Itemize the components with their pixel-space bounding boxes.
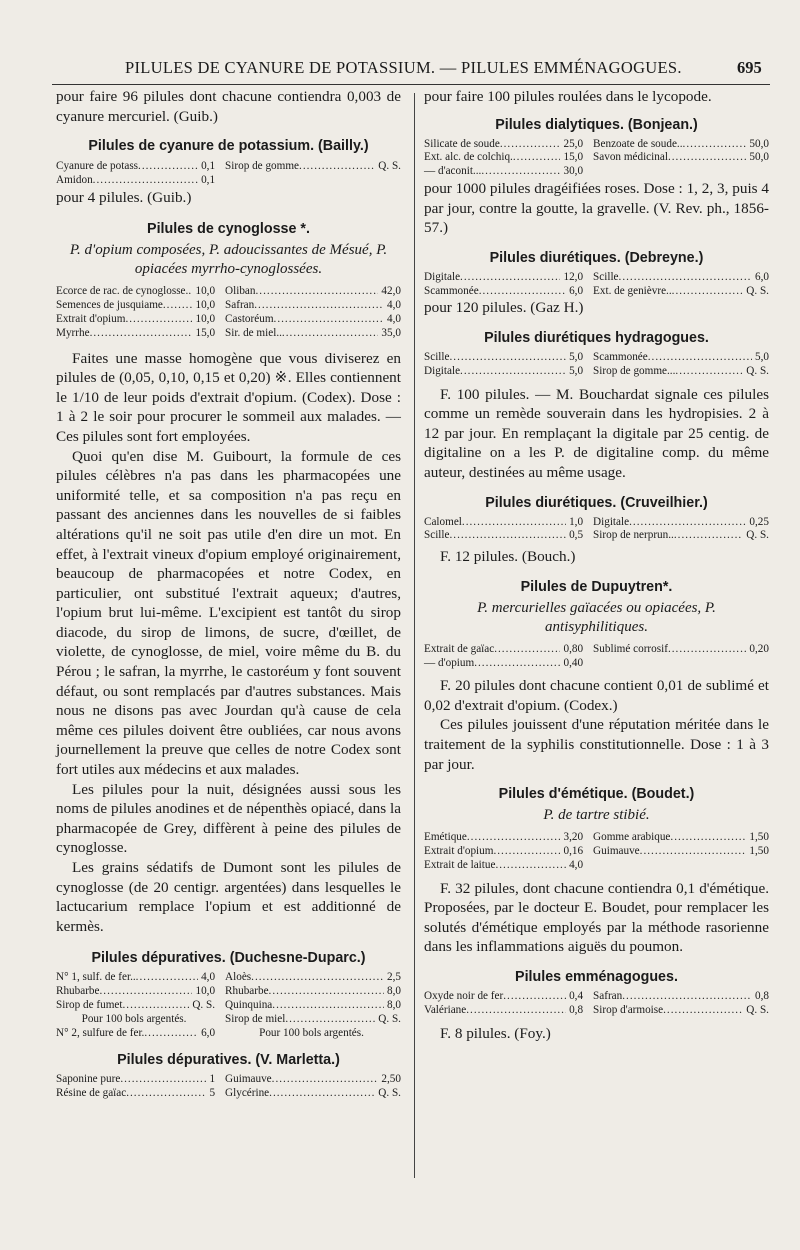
ingredient-cell (424, 138, 593, 152)
dot-leader (467, 831, 561, 845)
ingredient-quantity: 12,0 (563, 270, 584, 283)
ingredient-name: Calomel (424, 515, 462, 528)
ingredient-cell (424, 643, 593, 657)
paragraph-cynoglosse-3: Les pilules pour la nuit, désignées aussi sous les noms de pilules anodines et de népenthès opiacé, dans la pharmacopée de Grey, diffèrent à peine des pilules de cynoglosse. (56, 780, 401, 857)
ingredient-quantity: 0,1 (201, 173, 216, 186)
ingredient-cell (424, 271, 593, 285)
ingredient-name: Myrrhe (56, 326, 90, 339)
ingredient-cell (424, 165, 593, 179)
dot-leader (503, 990, 566, 1004)
ingredient-name: Valériane (424, 1003, 467, 1016)
ingredient-name: Sir. de miel.. (225, 326, 282, 339)
ingredient-quantity (364, 1027, 367, 1041)
ingredient-name: Résine de gaïac (56, 1087, 127, 1100)
ingredient-quantity: Q. S. (378, 160, 401, 173)
ingredient-cell (56, 1013, 225, 1027)
ingredient-quantity: 6,0 (755, 270, 769, 283)
dot-leader (494, 643, 560, 657)
ingredient-quantity: 10,0 (195, 285, 216, 298)
formula-row (424, 529, 769, 543)
dot-leader (138, 160, 198, 174)
heading-diuretiques-hydragogues: Pilules diurétiques hydragogues. (484, 329, 709, 346)
ingredient-name: Rhubarbe (56, 985, 100, 998)
dot-leader (648, 351, 752, 365)
formula-row (424, 351, 769, 365)
ingredient-quantity (593, 859, 596, 873)
dot-leader (466, 1004, 566, 1018)
ingredient-quantity: Q. S. (746, 1003, 769, 1016)
dot-leader (285, 1013, 375, 1027)
ingredient-cell (424, 657, 593, 671)
dot-leader (282, 327, 378, 341)
ingredient-name: Pour 100 bols argentés. (81, 1012, 187, 1025)
dot-leader (474, 657, 560, 671)
note-cruveilhier: F. 12 pilules. (Bouch.) (440, 548, 576, 566)
ingredient-name: Ext. de genièvre.. (593, 284, 672, 297)
formula-row (56, 299, 401, 313)
formula-dupuytren (424, 643, 769, 671)
ingredient-quantity: 2,50 (381, 1073, 401, 1086)
dot-leader (619, 271, 752, 285)
ingredient-quantity: 4,0 (201, 971, 216, 984)
ingredient-cell (225, 313, 401, 327)
ingredient-cell (225, 999, 401, 1013)
ingredient-quantity: Q. S. (746, 364, 769, 377)
formula-row (56, 160, 401, 174)
ingredient-name: Savon médicinal (593, 151, 668, 164)
heading-depuratives-duchesne: Pilules dépuratives. (Duchesne-Duparc.) (91, 950, 366, 967)
column-divider (414, 93, 415, 1178)
ingredient-quantity: Q. S. (746, 529, 769, 542)
ingredient-cell (593, 365, 769, 379)
ingredient-quantity: 4,0 (387, 299, 401, 312)
ingredient-name: — d'opium (424, 656, 475, 669)
ingredient-cell (424, 859, 593, 873)
ingredient-name: Silicate de soude (424, 137, 500, 150)
ingredient-cell (56, 971, 225, 985)
ingredient-name: Sirop de gomme... (593, 364, 676, 377)
ingredient-quantity: 6,0 (569, 284, 584, 297)
heading-diuretiques-cruveilhier: Pilules diurétiques. (Cruveilhier.) (485, 494, 708, 511)
dot-leader (120, 1073, 206, 1087)
formula-diuretiques-cruveilhier (424, 516, 769, 544)
formula-row (56, 971, 401, 985)
formula-row (424, 271, 769, 285)
formula-row (56, 1013, 401, 1027)
left-column (56, 87, 401, 1101)
ingredient-name: Gomme arabique (593, 831, 671, 844)
subtitle-emetique: P. de tartre stibié. (543, 807, 650, 824)
subtitle-cynoglosse: P. d'opium composées, P. adoucissantes de Mésué, P. opiacées myrrho-cynoglossées. (69, 242, 388, 278)
note-diuretiques-debreyne: pour 120 pilules. (Gaz H.) (424, 299, 584, 317)
ingredient-cell (593, 516, 769, 530)
ingredient-quantity: 0,8 (755, 990, 769, 1003)
dot-leader (668, 151, 746, 165)
dot-leader (93, 174, 198, 188)
ingredient-cell (593, 643, 769, 657)
dot-leader (274, 313, 384, 327)
dot-leader (100, 985, 193, 999)
ingredient-quantity: 30,0 (563, 165, 584, 178)
paragraph-dupuytren-2: Ces pilules jouissent d'une réputation méritée dans le traitement de la syphilis constitutionnelle. Dose : 1 à 3 par jour. (424, 716, 769, 773)
formula-row (424, 165, 769, 179)
ingredient-quantity: 5,0 (569, 350, 584, 363)
dot-leader (672, 285, 744, 299)
dot-leader (90, 327, 193, 341)
formula-emmenagogues (424, 990, 769, 1018)
dot-leader (493, 845, 560, 859)
ingredient-name: Semences de jusquiame (56, 299, 163, 312)
ingredient-quantity: 4,0 (569, 858, 584, 871)
ingredient-quantity: 50,0 (749, 151, 769, 164)
ingredient-name: Extrait d'opium (56, 312, 126, 325)
note-cyanure: pour 4 pilules. (Guib.) (56, 188, 192, 206)
ingredient-name: Digitale (593, 515, 630, 528)
ingredient-cell (424, 151, 593, 165)
ingredient-quantity: 0,80 (563, 642, 584, 655)
formula-emetique (424, 831, 769, 872)
formula-row (56, 1073, 401, 1087)
formula-cyanure (56, 160, 401, 188)
ingredient-cell (56, 999, 225, 1013)
formula-row (56, 1087, 401, 1101)
ingredient-quantity: 0,40 (563, 656, 584, 669)
dot-leader (462, 516, 566, 530)
ingredient-name: Quinquina (225, 998, 273, 1011)
ingredient-name: Benzoate de soude.. (593, 137, 683, 150)
ingredient-quantity: Q. S. (746, 284, 769, 297)
ingredient-cell (56, 985, 225, 999)
ingredient-cell (225, 174, 401, 188)
ingredient-quantity: Q. S. (192, 998, 216, 1011)
ingredient-name: Cyanure de potass (56, 160, 139, 173)
formula-row (424, 643, 769, 657)
ingredient-cell (424, 1004, 593, 1018)
dot-leader (144, 1027, 198, 1041)
paragraph-dupuytren-1: F. 20 pilules dont chacune contient 0,01 de sublimé et 0,02 d'extrait d'opium. (Codex.) (424, 677, 769, 714)
formula-row (56, 313, 401, 327)
paragraph-cynoglosse-4: Les grains sédatifs de Dumont sont les pilules de cynoglosse (de 20 centigr. argentées) dans lesquelles le lactucarium remplace l'opium et est additionné de kermès. (56, 859, 401, 935)
ingredient-quantity (186, 1013, 189, 1027)
ingredient-cell (225, 299, 401, 313)
ingredient-name: Saponine pure (56, 1073, 121, 1086)
ingredient-cell (56, 1087, 225, 1101)
ingredient-quantity: 0,1 (201, 160, 216, 173)
ingredient-name: Sirop de miel (225, 1012, 286, 1025)
subtitle-dupuytren: P. mercurielles gaïacées ou opiacées, P. antisyphilitiques. (477, 599, 716, 635)
dot-leader (254, 299, 384, 313)
heading-emmenagogues: Pilules emménagogues. (515, 969, 678, 986)
ingredient-cell (593, 138, 769, 152)
ingredient-cell (56, 313, 225, 327)
ingredient-cell (56, 299, 225, 313)
ingredient-cell (225, 327, 401, 341)
dot-leader (299, 160, 375, 174)
ingredient-name: Sirop d'armoise (593, 1003, 664, 1016)
ingredient-cell (593, 529, 769, 543)
ingredient-name: Glycérine (225, 1087, 270, 1100)
formula-row (424, 285, 769, 299)
heading-emetique: Pilules d'émétique. (Boudet.) (498, 786, 695, 803)
ingredient-cell (593, 1004, 769, 1018)
formula-row (424, 657, 769, 671)
dot-leader (460, 271, 560, 285)
dot-leader (629, 516, 746, 530)
dot-leader (640, 845, 747, 859)
formula-row (424, 831, 769, 845)
ingredient-cell (225, 1027, 401, 1041)
dot-leader (663, 1004, 743, 1018)
formula-row (56, 285, 401, 299)
formula-row (56, 327, 401, 341)
ingredient-name: Rhubarbe (225, 985, 269, 998)
dot-leader (449, 351, 566, 365)
dot-leader (256, 285, 379, 299)
ingredient-quantity: 3,20 (563, 831, 584, 844)
formula-row (56, 174, 401, 188)
ingredient-quantity: 1,50 (749, 845, 769, 858)
ingredient-name: Sirop de fumet (56, 998, 123, 1011)
formula-row (424, 1004, 769, 1018)
ingredient-name: Ecorce de rac. de cynoglosse. (56, 285, 189, 298)
formula-depuratives-marletta (56, 1073, 401, 1101)
formula-dialytiques (424, 138, 769, 179)
dot-leader (513, 151, 561, 165)
ingredient-quantity: 0,25 (749, 515, 769, 528)
ingredient-quantity: 8,0 (387, 998, 401, 1011)
ingredient-cell (56, 160, 225, 174)
ingredient-name: Safran (593, 990, 623, 1003)
dot-leader (269, 1087, 375, 1101)
ingredient-name: Scammonée (424, 284, 479, 297)
ingredient-name: Emétique (424, 831, 467, 844)
heading-depuratives-marletta: Pilules dépuratives. (V. Marletta.) (117, 1052, 340, 1069)
ingredient-quantity (225, 174, 228, 188)
ingredient-cell (424, 285, 593, 299)
dot-leader (479, 285, 566, 299)
ingredient-cell (424, 516, 593, 530)
right-column (424, 87, 769, 1043)
page-number: 695 (737, 58, 762, 77)
dot-leader (481, 165, 560, 179)
dot-leader (449, 529, 566, 543)
formula-row (424, 151, 769, 165)
dot-leader (251, 971, 384, 985)
dot-leader (622, 990, 752, 1004)
ingredient-quantity: 15,0 (195, 326, 216, 339)
dot-leader (136, 971, 198, 985)
ingredient-quantity: 10,0 (195, 312, 216, 325)
ingredient-cell (424, 990, 593, 1004)
formula-cynoglosse (56, 285, 401, 340)
ingredient-quantity: 6,0 (201, 1026, 216, 1039)
ingredient-cell (593, 165, 769, 179)
formula-row (424, 138, 769, 152)
ingredient-cell (424, 351, 593, 365)
formula-diuretiques-debreyne (424, 271, 769, 299)
formula-row (56, 1027, 401, 1041)
formula-row (424, 845, 769, 859)
ingredient-cell (593, 351, 769, 365)
ingredient-name: Aloès (225, 971, 252, 984)
ingredient-name: Scille (424, 529, 450, 542)
ingredient-quantity: 15,0 (563, 151, 584, 164)
ingredient-name: N° 1, sulf. de fer.. (56, 971, 136, 984)
ingredient-cell (225, 1087, 401, 1101)
formula-row (424, 365, 769, 379)
dot-leader (670, 831, 746, 845)
dot-leader (123, 999, 190, 1013)
ingredient-cell (225, 971, 401, 985)
ingredient-quantity: 0,5 (569, 529, 584, 542)
ingredient-quantity: 2,5 (387, 971, 401, 984)
ingredient-name: Digitale (424, 364, 461, 377)
paragraph-cynoglosse-2: Quoi qu'en dise M. Guibourt, la formule de ces pilules célèbres n'a pas dans les pharmacopées une uniformité telle, et sa composition n'a pas reçu en passant des anciennes dans les nouvelles de si faibles altérations qu'il ne soit pas utile d'en dire un mot. En effet, à l'extrait vineux d'opium employé originairement, beaucoup de pharmacopées et notre Codex, en particulier, ont substitué l'extrait aqueux; d'autres, l'opium brut lui-même. L'excipient est tantôt du sirop diacode, du sirop de limons, de sucre, d'œillet, de violette, de cynoglosse, de miel, voire même du B. du Pérou ; le safran, la myrrhe, le castoréum y font souvent défaut, ou sont remplacés par d'autres substances. Mais nous ne disons pas avec Jourdan qu'à cause de cela même ces pilules doivent être oubliées, car nous avons journellement la preuve que celles de notre Codex sont fort utiles aux médecins et aux malades. (56, 447, 401, 779)
ingredient-cell (225, 1013, 401, 1027)
ingredient-quantity (593, 657, 596, 671)
ingredient-name: Scille (424, 350, 450, 363)
ingredient-cell (424, 845, 593, 859)
paragraph-cynoglosse-1: Faites une masse homogène que vous diviserez en pilules de (0,05, 0,10, 0,15 et 0,20) ※. Elles contiennent le 1/10 de leur poids d'extrait d'opium. (Codex). Dose : 1 à 2 le soir pour procurer le sommeil aux malades. — Ces pilules sont fort employées. (56, 349, 401, 445)
dot-leader (269, 985, 384, 999)
formula-row (56, 985, 401, 999)
header-rule (52, 84, 770, 85)
ingredient-cell (593, 990, 769, 1004)
ingredient-cell (56, 327, 225, 341)
ingredient-name: Ext. alc. de colchiq. (424, 151, 513, 164)
ingredient-quantity: 0,4 (569, 990, 584, 1003)
ingredient-quantity: 8,0 (387, 985, 401, 998)
paragraph-dialytiques: pour 1000 pilules dragéifiées roses. Dose : 1, 2, 3, puis 4 par jour, contre la goutte, la gravelle. (V. Rev. ph., 1856-57.) (424, 179, 769, 237)
ingredient-name: Guimauve (225, 1073, 272, 1086)
dot-leader (675, 365, 743, 379)
ingredient-quantity: 5 (209, 1087, 216, 1100)
dot-leader (668, 643, 746, 657)
ingredient-quantity: 10,0 (195, 985, 216, 998)
running-title: PILULES DE CYANURE DE POTASSIUM. — PILULES EMMÉNAGOGUES. (125, 58, 682, 77)
ingredient-name: Sublimé corrosif (593, 642, 668, 655)
heading-dupuytren: Pilules de Dupuytren*. (520, 578, 673, 595)
formula-row (424, 990, 769, 1004)
ingredient-quantity (593, 165, 596, 179)
formula-diuretiques-hydragogues (424, 351, 769, 379)
ingredient-quantity: Q. S. (378, 1087, 401, 1100)
ingredient-quantity: 42,0 (381, 285, 401, 298)
ingredient-name: Pour 100 bols argentés. (259, 1026, 364, 1039)
ingredient-name: Amidon (56, 173, 93, 186)
running-header (0, 58, 800, 84)
ingredient-quantity: 5,0 (755, 350, 769, 363)
ingredient-name: Safran (225, 299, 255, 312)
ingredient-name: Extrait de gaïac (424, 642, 495, 655)
formula-row (424, 859, 769, 873)
ingredient-cell (593, 151, 769, 165)
ingredient-cell (593, 271, 769, 285)
ingredient-name: Extrait d'opium (424, 845, 494, 858)
ingredient-name: Sirop de nerprun.. (593, 529, 674, 542)
ingredient-cell (424, 831, 593, 845)
dot-leader (495, 859, 566, 873)
dot-leader (272, 999, 384, 1013)
ingredient-name: Guimauve (593, 845, 640, 858)
ingredient-quantity: 4,0 (387, 312, 401, 325)
left-intro: pour faire 96 pilules dont chacune contiendra 0,003 de cyanure mercuriel. (Guib.) (56, 88, 401, 125)
ingredient-quantity: 25,0 (563, 137, 584, 150)
ingredient-quantity: 0,8 (569, 1003, 584, 1016)
ingredient-name: Digitale (424, 270, 461, 283)
ingredient-name: Scille (593, 270, 619, 283)
ingredient-quantity: 0,20 (749, 642, 769, 655)
ingredient-quantity: 0,16 (563, 845, 584, 858)
ingredient-cell (56, 1027, 225, 1041)
dot-leader (500, 138, 561, 152)
ingredient-quantity: 35,0 (381, 326, 401, 339)
ingredient-cell (593, 657, 769, 671)
ingredient-name: Extrait de laitue (424, 858, 496, 871)
dot-leader (125, 313, 192, 327)
ingredient-name: Sirop de gomme (225, 160, 300, 173)
ingredient-quantity: 10,0 (195, 299, 216, 312)
ingredient-cell (225, 1073, 401, 1087)
dot-leader (126, 1087, 206, 1101)
right-intro: pour faire 100 pilules roulées dans le lycopode. (424, 88, 712, 105)
ingredient-cell (593, 285, 769, 299)
dot-leader (460, 365, 566, 379)
dot-leader (272, 1073, 379, 1087)
ingredient-cell (593, 831, 769, 845)
ingredient-cell (424, 529, 593, 543)
note-emmenagogues: F. 8 pilules. (Foy.) (440, 1024, 551, 1042)
ingredient-name: Oxyde noir de fer (424, 990, 504, 1003)
ingredient-cell (225, 985, 401, 999)
ingredient-cell (225, 160, 401, 174)
ingredient-quantity: 5,0 (569, 364, 584, 377)
ingredient-cell (593, 845, 769, 859)
heading-cynoglosse: Pilules de cynoglosse *. (147, 221, 310, 238)
ingredient-cell (225, 285, 401, 299)
ingredient-cell (56, 285, 225, 299)
ingredient-cell (56, 1073, 225, 1087)
formula-depuratives-duchesne (56, 971, 401, 1040)
ingredient-cell (56, 174, 225, 188)
paragraph-hydragogues: F. 100 pilules. — M. Bouchardat signale ces pilules comme un remède souverain dans les hydropisies. 2 à 12 par jour. En remplaçant la digitale par 25 centig. de digitaline on a les P. de digitaline comp. du même auteur, destinées au même usage. (424, 385, 769, 481)
ingredient-cell (593, 859, 769, 873)
ingredient-name: Scammonée (593, 350, 648, 363)
ingredient-name: N° 2, sulfure de fer. (56, 1026, 145, 1039)
heading-cyanure-potassium: Pilules de cyanure de potassium. (Bailly.) (88, 138, 369, 155)
ingredient-quantity: Q. S. (378, 1012, 401, 1025)
ingredient-cell (424, 365, 593, 379)
paragraph-emetique: F. 32 pilules, dont chacune contiendra 0,1 d'émétique. Proposées, par le docteur E. Boudet, pour remplacer les solutés d'émétique employés par la méthode rasorienne dans les inflammations aiguës du poumon. (424, 879, 769, 956)
ingredient-name: — d'aconit... (424, 165, 482, 178)
ingredient-quantity: 1,50 (749, 831, 769, 844)
formula-row (424, 516, 769, 530)
ingredient-name: Oliban (225, 285, 256, 298)
ingredient-quantity: 1,0 (569, 515, 584, 528)
ingredient-quantity: 50,0 (749, 137, 769, 150)
heading-dialytiques: Pilules dialytiques. (Bonjean.) (495, 116, 698, 133)
formula-row (56, 999, 401, 1013)
heading-diuretiques-debreyne: Pilules diurétiques. (Debreyne.) (489, 249, 704, 266)
ingredient-quantity: 1 (209, 1073, 216, 1086)
dot-leader (163, 299, 193, 313)
ingredient-name: Castoréum (225, 312, 274, 325)
dot-leader (683, 138, 747, 152)
dot-leader (674, 529, 743, 543)
